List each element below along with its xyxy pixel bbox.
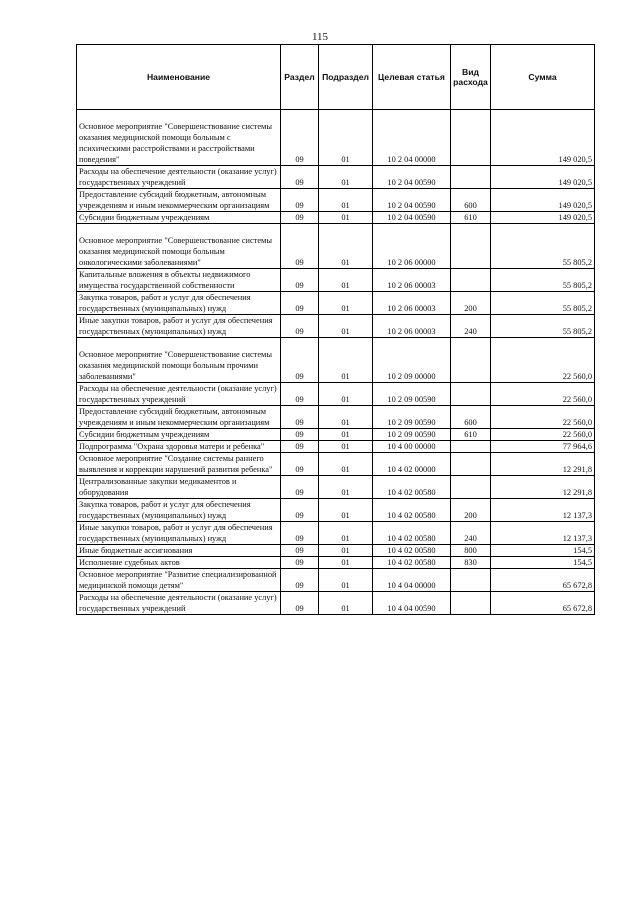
table-row [77, 592, 595, 615]
row-target: 10 2 09 00000 [373, 338, 451, 383]
row-type: 830 [451, 557, 491, 569]
row-sum: 65 672,8 [491, 569, 595, 592]
row-section: 09 [281, 292, 319, 315]
table-row [77, 292, 595, 315]
row-target: 10 2 09 00590 [373, 383, 451, 406]
row-name: Расходы на обеспечение деятельности (оказание услуг) государственных учреждений [77, 592, 281, 615]
header-subsection: Подраздел [319, 45, 373, 110]
row-type [451, 110, 491, 166]
row-target: 10 4 04 00590 [373, 592, 451, 615]
row-target: 10 2 06 00003 [373, 292, 451, 315]
row-name: Иные бюджетные ассигнования [77, 545, 281, 557]
row-subsection: 01 [319, 166, 373, 189]
row-section: 09 [281, 338, 319, 383]
row-subsection: 01 [319, 499, 373, 522]
row-sum: 149 020,5 [491, 212, 595, 224]
table-row [77, 166, 595, 189]
row-section: 09 [281, 453, 319, 476]
row-target: 10 4 02 00580 [373, 522, 451, 545]
row-name: Основное мероприятие "Совершенствование системы оказания медицинской помощи больным онкологическими заболеваниями" [77, 224, 281, 269]
table-row [77, 269, 595, 292]
row-sum: 22 560,0 [491, 338, 595, 383]
table-row [77, 557, 595, 569]
row-subsection: 01 [319, 110, 373, 166]
row-type: 240 [451, 315, 491, 338]
row-type [451, 224, 491, 269]
row-sum: 22 560,0 [491, 406, 595, 429]
row-sum: 154,5 [491, 545, 595, 557]
row-type [451, 383, 491, 406]
row-type: 610 [451, 429, 491, 441]
row-name: Предоставление субсидий бюджетным, автономным учреждениям и иным некоммерческим организациям [77, 406, 281, 429]
row-sum: 55 805,2 [491, 224, 595, 269]
row-target: 10 2 04 00590 [373, 189, 451, 212]
row-subsection: 01 [319, 212, 373, 224]
row-subsection: 01 [319, 338, 373, 383]
row-name: Закупка товаров, работ и услуг для обеспечения государственных (муниципальных) нужд [77, 292, 281, 315]
row-sum: 12 291,8 [491, 476, 595, 499]
row-sum: 12 137,3 [491, 522, 595, 545]
header-section: Раздел [281, 45, 319, 110]
row-sum: 22 560,0 [491, 429, 595, 441]
row-subsection: 01 [319, 453, 373, 476]
table-row [77, 383, 595, 406]
table-row [77, 522, 595, 545]
row-name: Иные закупки товаров, работ и услуг для обеспечения государственных (муниципальных) нужд [77, 522, 281, 545]
row-target: 10 2 06 00003 [373, 269, 451, 292]
row-section: 09 [281, 429, 319, 441]
row-subsection: 01 [319, 429, 373, 441]
row-target: 10 4 00 00000 [373, 441, 451, 453]
table-row [77, 189, 595, 212]
row-subsection: 01 [319, 522, 373, 545]
row-name: Иные закупки товаров, работ и услуг для обеспечения государственных (муниципальных) нужд [77, 315, 281, 338]
row-target: 10 2 09 00590 [373, 406, 451, 429]
row-target: 10 2 09 00590 [373, 429, 451, 441]
row-section: 09 [281, 557, 319, 569]
row-subsection: 01 [319, 545, 373, 557]
row-section: 09 [281, 592, 319, 615]
row-target: 10 2 04 00590 [373, 166, 451, 189]
row-subsection: 01 [319, 269, 373, 292]
row-section: 09 [281, 315, 319, 338]
budget-table [76, 44, 595, 615]
row-target: 10 4 02 00580 [373, 545, 451, 557]
row-type [451, 441, 491, 453]
row-type [451, 269, 491, 292]
row-target: 10 2 06 00000 [373, 224, 451, 269]
row-sum: 149 020,5 [491, 110, 595, 166]
row-section: 09 [281, 441, 319, 453]
row-subsection: 01 [319, 569, 373, 592]
row-section: 09 [281, 189, 319, 212]
row-section: 09 [281, 499, 319, 522]
row-name: Основное мероприятие "Совершенствование системы оказания медицинской помощи больным прочими заболеваниями" [77, 338, 281, 383]
row-section: 09 [281, 569, 319, 592]
row-section: 09 [281, 110, 319, 166]
row-section: 09 [281, 545, 319, 557]
row-section: 09 [281, 522, 319, 545]
row-name: Расходы на обеспечение деятельности (оказание услуг) государственных учреждений [77, 383, 281, 406]
table-row [77, 499, 595, 522]
row-name: Основное мероприятие "Развитие специализированной медицинской помощи детям" [77, 569, 281, 592]
row-name: Капитальные вложения в объекты недвижимого имущества государственной собственности [77, 269, 281, 292]
row-subsection: 01 [319, 315, 373, 338]
table-row [77, 212, 595, 224]
row-name: Основное мероприятие "Создание системы раннего выявления и коррекции нарушений развития ребенка" [77, 453, 281, 476]
row-subsection: 01 [319, 292, 373, 315]
row-type [451, 476, 491, 499]
row-sum: 55 805,2 [491, 292, 595, 315]
row-subsection: 01 [319, 476, 373, 499]
table-row [77, 569, 595, 592]
table-row [77, 441, 595, 453]
row-target: 10 4 02 00000 [373, 453, 451, 476]
row-sum: 149 020,5 [491, 166, 595, 189]
row-section: 09 [281, 224, 319, 269]
row-section: 09 [281, 476, 319, 499]
row-target: 10 2 04 00590 [373, 212, 451, 224]
row-type: 240 [451, 522, 491, 545]
table-row [77, 453, 595, 476]
row-type: 200 [451, 499, 491, 522]
row-subsection: 01 [319, 383, 373, 406]
table-row [77, 338, 595, 383]
row-type: 200 [451, 292, 491, 315]
table-header-row [77, 45, 595, 110]
table-row [77, 476, 595, 499]
header-sum: Сумма [491, 45, 595, 110]
row-name: Исполнение судебных актов [77, 557, 281, 569]
row-name: Подпрограмма "Охрана здоровья матери и ребенка" [77, 441, 281, 453]
row-type [451, 453, 491, 476]
row-target: 10 4 02 00580 [373, 476, 451, 499]
row-name: Субсидии бюджетным учреждениям [77, 212, 281, 224]
page-number: 115 [311, 31, 329, 43]
row-sum: 65 672,8 [491, 592, 595, 615]
row-type [451, 166, 491, 189]
row-target: 10 4 02 00580 [373, 557, 451, 569]
row-type: 800 [451, 545, 491, 557]
row-section: 09 [281, 269, 319, 292]
table-body [77, 110, 595, 615]
row-section: 09 [281, 383, 319, 406]
row-sum: 154,5 [491, 557, 595, 569]
header-target: Целевая статья [373, 45, 451, 110]
row-name: Закупка товаров, работ и услуг для обеспечения государственных (муниципальных) нужд [77, 499, 281, 522]
row-type [451, 569, 491, 592]
row-subsection: 01 [319, 592, 373, 615]
row-sum: 22 560,0 [491, 383, 595, 406]
row-type: 600 [451, 189, 491, 212]
row-sum: 12 291,8 [491, 453, 595, 476]
row-section: 09 [281, 166, 319, 189]
row-sum: 149 020,5 [491, 189, 595, 212]
table-row [77, 110, 595, 166]
row-sum: 55 805,2 [491, 315, 595, 338]
row-section: 09 [281, 406, 319, 429]
row-section: 09 [281, 212, 319, 224]
table-row [77, 406, 595, 429]
row-sum: 77 964,6 [491, 441, 595, 453]
row-sum: 55 805,2 [491, 269, 595, 292]
row-name: Предоставление субсидий бюджетным, автономным учреждениям и иным некоммерческим организациям [77, 189, 281, 212]
row-target: 10 4 02 00580 [373, 499, 451, 522]
row-target: 10 2 06 00003 [373, 315, 451, 338]
table-row [77, 545, 595, 557]
row-subsection: 01 [319, 406, 373, 429]
row-name: Расходы на обеспечение деятельности (оказание услуг) государственных учреждений [77, 166, 281, 189]
row-name: Централизованные закупки медикаментов и оборудования [77, 476, 281, 499]
table-row [77, 224, 595, 269]
row-target: 10 2 04 00000 [373, 110, 451, 166]
row-subsection: 01 [319, 557, 373, 569]
table-row [77, 315, 595, 338]
table-row [77, 429, 595, 441]
row-type [451, 592, 491, 615]
row-subsection: 01 [319, 189, 373, 212]
row-type [451, 338, 491, 383]
row-subsection: 01 [319, 224, 373, 269]
header-type: Вид расхода [451, 45, 491, 110]
row-type: 600 [451, 406, 491, 429]
row-subsection: 01 [319, 441, 373, 453]
row-target: 10 4 04 00000 [373, 569, 451, 592]
row-name: Основное мероприятие "Совершенствование системы оказания медицинской помощи больным с психическими расстройствами и расстройствами поведения" [77, 110, 281, 166]
row-type: 610 [451, 212, 491, 224]
header-name: Наименование [77, 45, 281, 110]
row-sum: 12 137,3 [491, 499, 595, 522]
row-name: Субсидии бюджетным учреждениям [77, 429, 281, 441]
